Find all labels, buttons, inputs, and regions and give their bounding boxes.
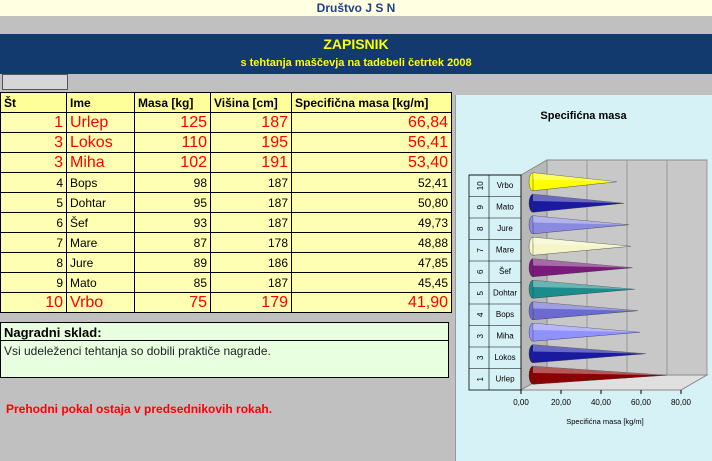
prize-divider (0, 340, 449, 341)
cell-rank[interactable]: 4 (1, 173, 67, 193)
cell-height[interactable]: 187 (211, 173, 292, 193)
x-tick-label: 20,00 (550, 398, 572, 407)
cell-mass[interactable]: 87 (135, 233, 211, 253)
prize-text[interactable]: Vsi udeleženci tehtanja so dobili praktiče nagrade. (4, 344, 271, 358)
col-header-name[interactable]: Ime (67, 93, 135, 113)
cell-mass[interactable]: 125 (135, 113, 211, 133)
cell-rank[interactable]: 3 (1, 153, 67, 173)
cell-spec[interactable]: 53,40 (292, 153, 452, 173)
cell-spec[interactable]: 41,90 (292, 293, 452, 313)
cell-height[interactable]: 191 (211, 153, 292, 173)
cell-mass[interactable]: 110 (135, 133, 211, 153)
bar-chart (455, 95, 712, 461)
cell-rank[interactable]: 8 (1, 253, 67, 273)
category-label: Jure (497, 223, 513, 233)
col-header-height[interactable]: Višina [cm] (211, 93, 292, 113)
cell-spec[interactable]: 56,41 (292, 133, 452, 153)
cell-spec[interactable]: 52,41 (292, 173, 452, 193)
category-number: 3 (476, 334, 486, 339)
category-number: 9 (476, 205, 486, 210)
cell-height[interactable]: 187 (211, 193, 292, 213)
category-number: 6 (476, 269, 486, 274)
table-row (1, 173, 452, 193)
cell-mass[interactable]: 102 (135, 153, 211, 173)
cell-name[interactable]: Dohtar (67, 193, 135, 213)
cell-height[interactable]: 195 (211, 133, 292, 153)
table-row (1, 153, 452, 173)
cell-mass[interactable]: 89 (135, 253, 211, 273)
x-axis-label: Specifićna masa [kg/m] (566, 417, 644, 426)
cell-mass[interactable]: 75 (135, 293, 211, 313)
x-tick-label: 40,00 (590, 398, 612, 407)
category-number: 8 (476, 226, 486, 231)
category-label: Mato (496, 202, 514, 212)
cell-spec[interactable]: 45,45 (292, 273, 452, 293)
cell-spec[interactable]: 48,88 (292, 233, 452, 253)
col-header-rank[interactable]: Št (1, 93, 67, 113)
table-row (1, 253, 452, 273)
category-number: 10 (476, 181, 486, 191)
category-number: 4 (476, 312, 486, 317)
cell-spec[interactable]: 50,80 (292, 193, 452, 213)
category-label: Dohtar (492, 288, 518, 298)
col-header-spec[interactable]: Specifična masa [kg/m] (292, 93, 452, 113)
org-title: Društvo J S N (316, 1, 396, 15)
banner-title: ZAPISNIK (323, 36, 389, 52)
x-tick-label: 0,00 (513, 398, 529, 407)
cell-name[interactable]: Bops (67, 173, 135, 193)
cell-height[interactable]: 178 (211, 233, 292, 253)
category-number: 5 (476, 291, 486, 296)
category-number: 1 (476, 377, 486, 382)
cell-spec[interactable]: 49,73 (292, 213, 452, 233)
category-number: 7 (476, 248, 486, 253)
category-label: Šef (498, 266, 512, 276)
cell-mass[interactable]: 98 (135, 173, 211, 193)
cell-rank[interactable]: 10 (1, 293, 67, 313)
cell-height[interactable]: 186 (211, 253, 292, 273)
results-table (0, 92, 452, 313)
selected-cell[interactable] (2, 74, 68, 90)
cell-name[interactable]: Mare (67, 233, 135, 253)
cell-height[interactable]: 179 (211, 293, 292, 313)
cell-name[interactable]: Mato (67, 273, 135, 293)
col-header-mass[interactable]: Masa [kg] (135, 93, 211, 113)
banner-subtitle: s tehtanja maščevja na tadebeli četrtek 2008 (240, 57, 472, 69)
category-label: Mare (495, 245, 515, 255)
category-label: Bops (495, 309, 515, 319)
cell-spec[interactable]: 66,84 (292, 113, 452, 133)
cell-spec[interactable]: 47,85 (292, 253, 452, 273)
category-label: Miha (496, 331, 514, 341)
category-label: Vrbo (496, 180, 514, 190)
cell-name[interactable]: Lokos (67, 133, 135, 153)
table-row (1, 113, 452, 133)
cell-height[interactable]: 187 (211, 273, 292, 293)
category-label: Lokos (494, 352, 516, 362)
category-number: 3 (476, 355, 486, 360)
table-row (1, 233, 452, 253)
chart-title: Specifićna masa (540, 110, 627, 122)
category-label: Urlep (495, 374, 515, 384)
cell-height[interactable]: 187 (211, 113, 292, 133)
cell-rank[interactable]: 1 (1, 113, 67, 133)
cell-mass[interactable]: 95 (135, 193, 211, 213)
cell-rank[interactable]: 9 (1, 273, 67, 293)
cell-name[interactable]: Miha (67, 153, 135, 173)
prize-title: Nagradni sklad: (4, 325, 102, 340)
cell-name[interactable]: Jure (67, 253, 135, 273)
cell-name[interactable]: Šef (67, 213, 135, 233)
cell-rank[interactable]: 7 (1, 233, 67, 253)
cell-rank[interactable]: 5 (1, 193, 67, 213)
trophy-note[interactable]: Prehodni pokal ostaja v predsednikovih rokah. (6, 402, 273, 416)
cell-name[interactable]: Urlep (67, 113, 135, 133)
cell-mass[interactable]: 85 (135, 273, 211, 293)
cell-rank[interactable]: 6 (1, 213, 67, 233)
table-header-row (1, 93, 452, 113)
table-row (1, 213, 452, 233)
table-row (1, 293, 452, 313)
x-tick-label: 60,00 (630, 398, 652, 407)
cell-rank[interactable]: 3 (1, 133, 67, 153)
cell-name[interactable]: Vrbo (67, 293, 135, 313)
table-row (1, 273, 452, 293)
cell-mass[interactable]: 93 (135, 213, 211, 233)
cell-height[interactable]: 187 (211, 213, 292, 233)
table-row (1, 133, 452, 153)
table-row (1, 193, 452, 213)
x-tick-label: 80,00 (670, 398, 692, 407)
